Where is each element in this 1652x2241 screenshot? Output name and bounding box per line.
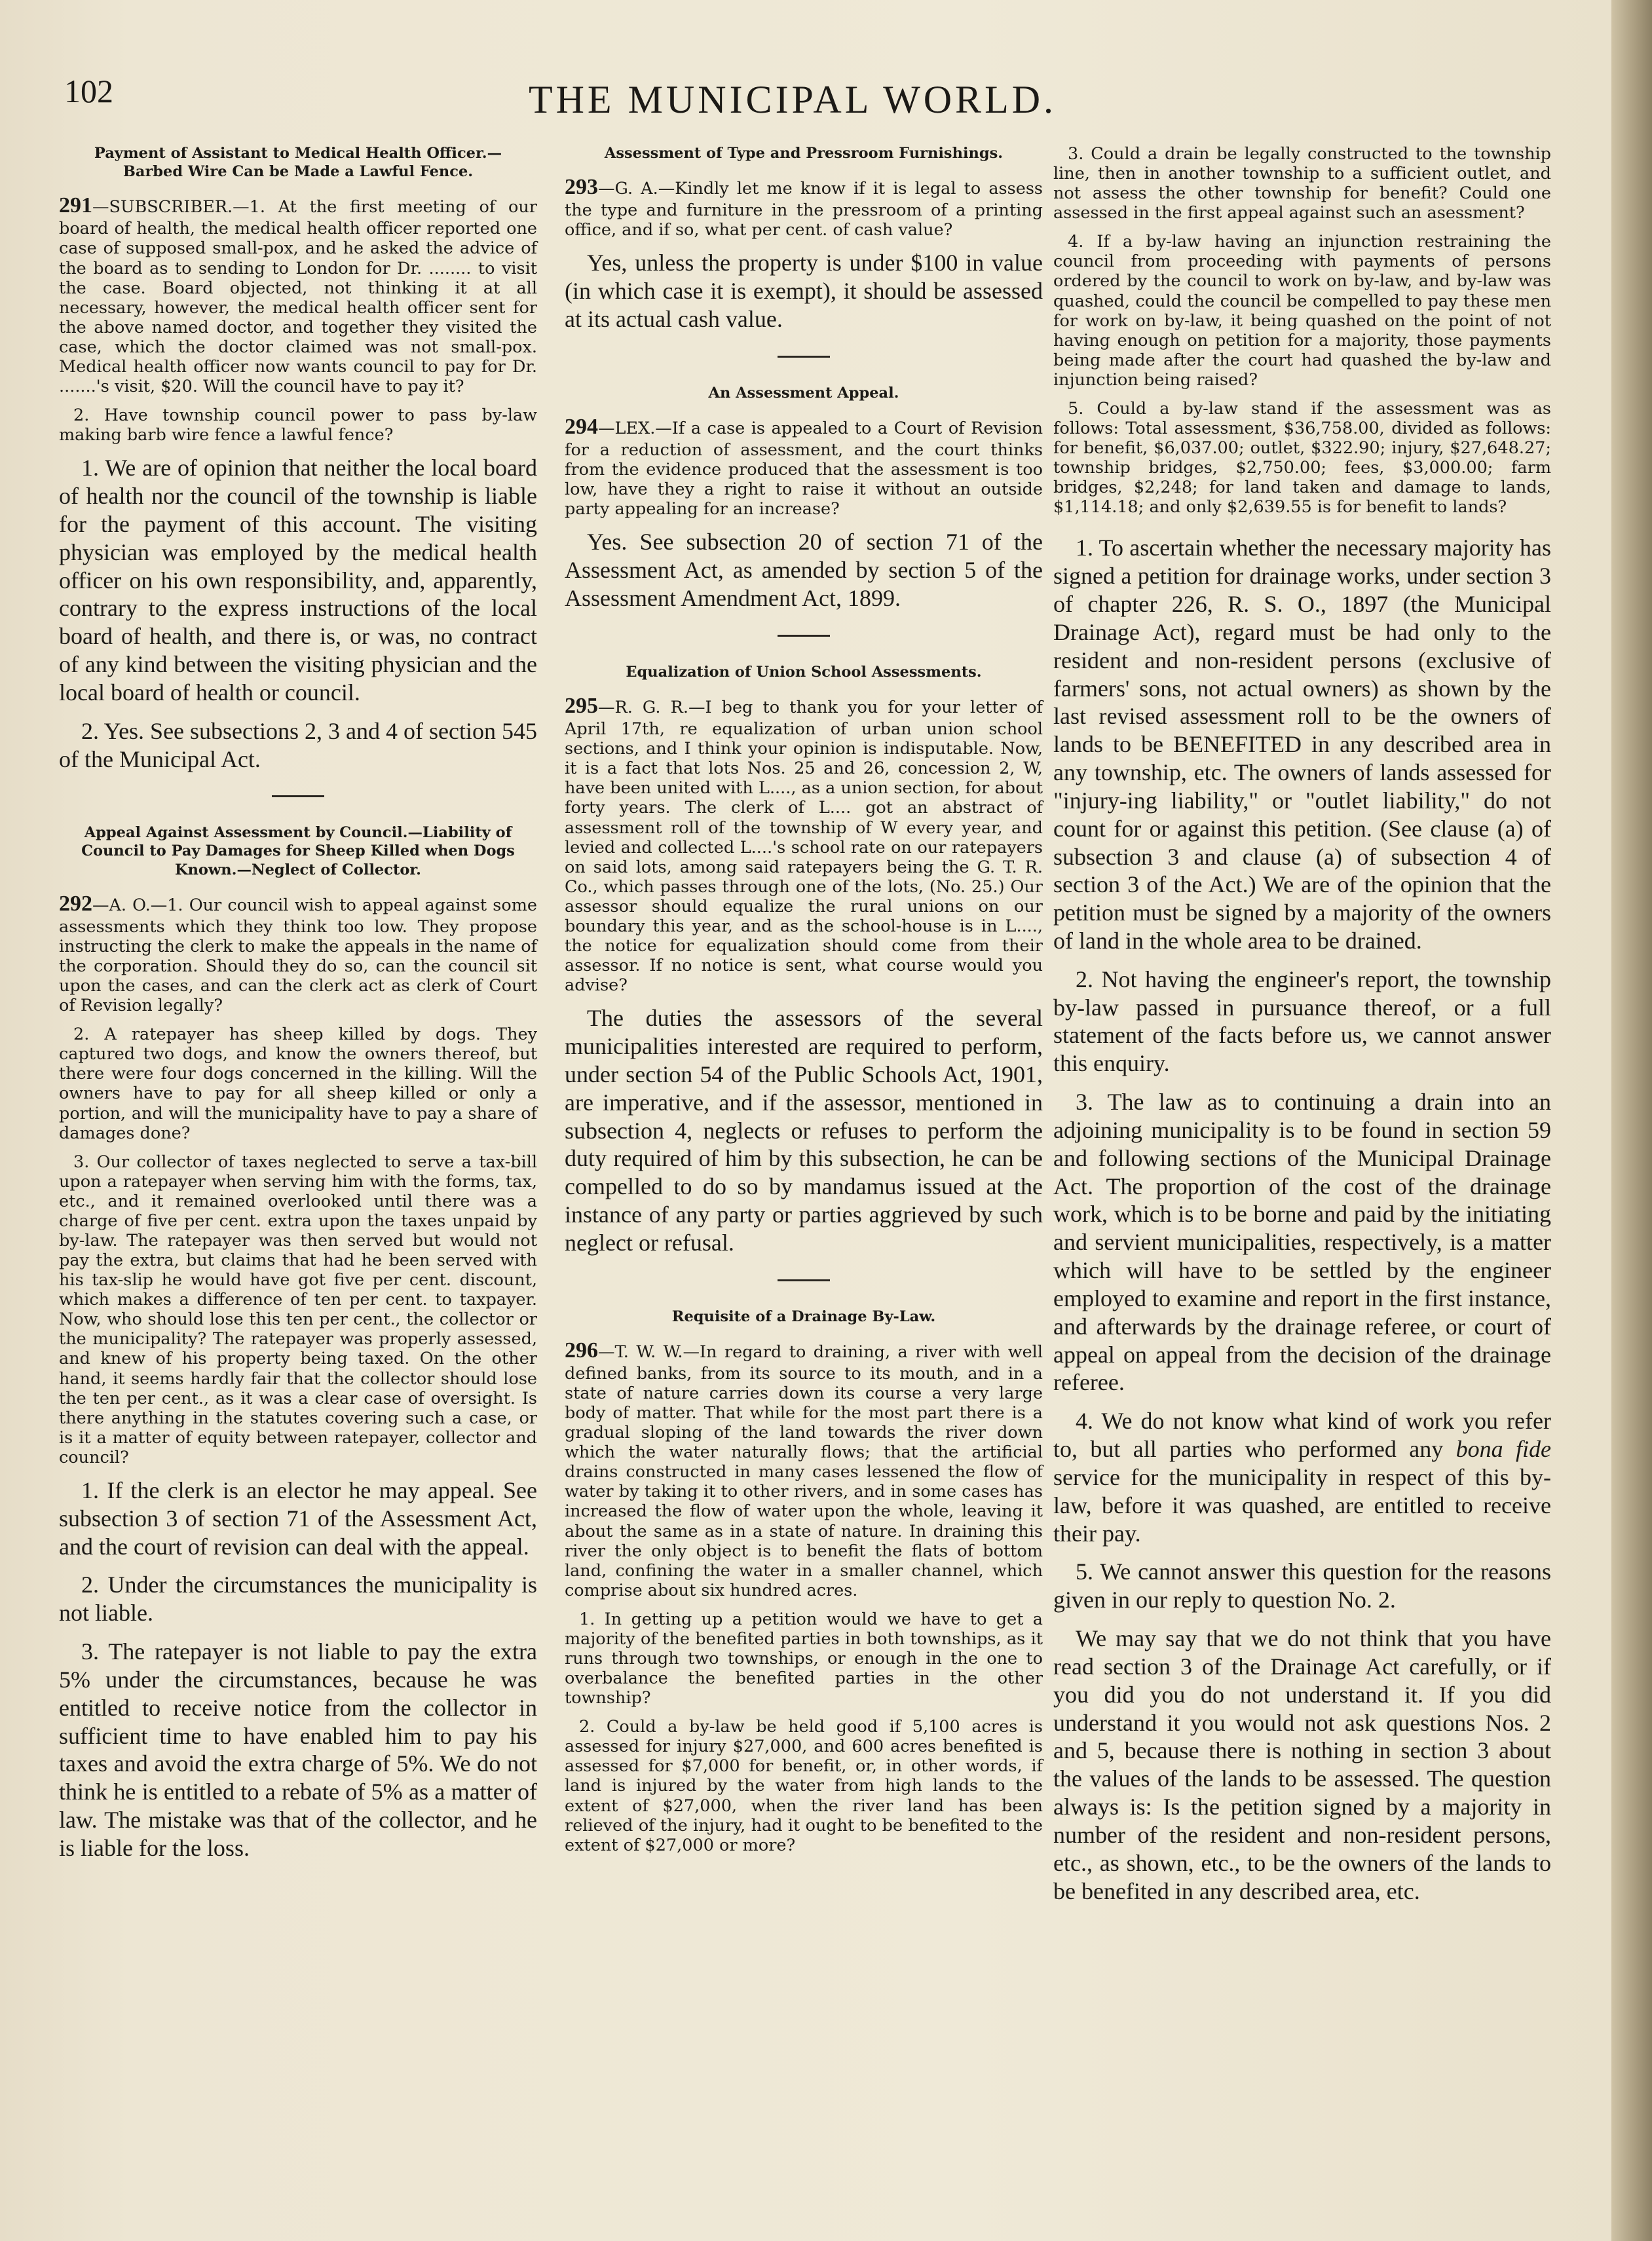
- answer-296-3: 3. The law as to continuing a drain into an adjoining municipality is to be found in section 59 and following sections of the Municipal Drainage Act. The proportion of the cost of the drainage work, which is to be borne and paid by the initiating and servient municipalities, respectively, is a matter which will have to be settled by the engineer employed to examine and report in the first instance, and afterwards by the drainage referee, or court of appeal on appeal from the decision of the drainage referee.: [1053, 1089, 1551, 1396]
- answer-295: The duties the assessors of the several municipalities interested are required to perform, under section 54 of the Public Schools Act, 1901, are imperative, and if the assessor, mentioned in subsection 4, neglects or refuses to perform the duty required of him by this subsection, he can be compelled to do so by mandamus issued at the instance of any party or parties aggrieved by such neglect or refusal.: [565, 1005, 1043, 1256]
- question-293: [565, 174, 1043, 240]
- question-text: —SUBSCRIBER.—1. At the first meeting of our board of health, the medical health officer reported one case of supposed small-pox, and he asked the advice of the board as to sending to London for Dr. ........ to visit the case. Board objected, not thinking it at all necessary, however, the medical health officer sent for the above named doctor, and together they visited the case, which the doctor claimed was not small-pox. Medical health officer now wants council to pay for Dr. .......'s visit, $20. Will the council have to pay it?: [59, 197, 537, 396]
- question-291-1: [59, 193, 537, 396]
- answer-296-5: 5. We cannot answer this question for the reasons given in our reply to question No. 2.: [1053, 1558, 1551, 1613]
- question-296-2: 2. Could a by-law be held good if 5,100 acres is assessed for injury $27,000, and 600 acres benefited is assessed for $7,000 for benefit, or, in other words, if land is injured by the water from high lands to the extent of $27,000, when the river land has been relieved of the injury, had it ought to be benefited to the extent of $27,000 or more?: [565, 1717, 1043, 1855]
- question-296: [565, 1338, 1043, 1600]
- question-296-1: 1. In getting up a petition would we have to get a majority of the benefited parties in both townships, as it runs through two townships, or enough in the one to overbalance the benefited parties in the other township?: [565, 1609, 1043, 1708]
- column-left: [59, 144, 537, 1873]
- query-number-294: 294: [565, 415, 598, 439]
- answer-296-4: [1053, 1407, 1551, 1547]
- query-number-293: 293: [565, 175, 598, 200]
- heading-292: Appeal Against Assessment by Council.—Liability of Council to Pay Damages for Sheep Killed when Dogs Known.—Neglect of Collector.: [81, 824, 515, 878]
- question-text: —G. A.—Kindly let me know if it is legal to assess the type and furniture in the pressroom of a printing office, and if so, what per cent. of cash value?: [565, 179, 1043, 240]
- answer-291-2: 2. Yes. See subsections 2, 3 and 4 of section 545 of the Municipal Act.: [59, 717, 537, 772]
- query-number-296: 296: [565, 1338, 598, 1363]
- page-binding-edge: [1611, 0, 1652, 2241]
- question-296-5: 5. Could a by-law stand if the assessment was as follows: Total assessment, $36,758.00, divided as follows: for benefit, $6,037.00; outlet, $322.90; injury, $27,648.27; township bridges, $2,750.00; fees, $3,000.00; farm bridges, $2,248; for land taken and damage to lands, $1,114.18; and only $2,639.55 is for benefit to lands?: [1053, 398, 1551, 518]
- answer-293: Yes, unless the property is under $100 in value (in which case it is exempt), it should be assessed at its actual cash value.: [565, 250, 1043, 333]
- masthead-title: THE MUNICIPAL WORLD.: [528, 78, 1057, 121]
- page-number: 102: [64, 73, 113, 109]
- question-292-2: 2. A ratepayer has sheep killed by dogs. They captured two dogs, and know the owners thereof, but there were four dogs concerned in the killing. Will the owners have to pay for all sheep killed or only a portion, and will the municipality have to pay a share of damages done?: [59, 1025, 537, 1143]
- question-296-4: 4. If a by-law having an injunction restraining the council from proceeding with payments of persons ordered by the council to work on by-law, and by-law was quashed, could the council be compelled to pay these men for work on by-law, it being quashed on the point of not having enough on petition for a majority, those payments being made after the court had quashed the by-law and injunction being raised?: [1053, 232, 1551, 390]
- query-number-295: 295: [565, 694, 598, 719]
- question-292-3: 3. Our collector of taxes neglected to serve a tax-bill upon a ratepayer when serving him with the forms, tax, etc., and it remained overlooked until there was a charge of five per cent. extra upon the taxes unpaid by by-law. The ratepayer was then served but would not pay the extra, but claims that had he been served with his tax-slip he would have got five per cent. discount, which makes a difference of ten per cent. to taxpayer. Now, who should lose this ten per cent., the collector or the municipality? The ratepayer was properly assessed, and knew of his property being taxed. On the other hand, it seems hardly fair that the collector should lose the ten per cent., as it was a clear case of oversight. Is there anything in the statutes covering such a case, or is it a matter of equity between ratepayer, collector and council?: [59, 1152, 537, 1467]
- question-text: —R. G. R.—I beg to thank you for your letter of April 17th, re equalization of urban union school sections, and I think your opinion is indisputable. Now, it is a fact that lots Nos. 25 and 26, concession 2, W, have been united with L...., as a union section, for about forty years. The clerk of L.... got an abstract of assessment roll of the township of W every year, and levied and collected L....'s school rate on our ratepayers on said lots, among said ratepayers being the G. T. R. Co., which passes through one of the lots, (No. 25.) Our assessor should equalize the rural unions on our boundary this year, and as the school-house is in L...., the notice for equalization should come from their assessor. If no notice is sent, what course would you advise?: [565, 698, 1043, 996]
- answer-292-2: 2. Under the circumstances the municipality is not liable.: [59, 1572, 537, 1627]
- heading-294: An Assessment Appeal.: [708, 384, 899, 402]
- answer-296-2: 2. Not having the engineer's report, the township by-law passed in pursuance thereof, or a full statement of the facts before us, we cannot answer this enquiry.: [1053, 966, 1551, 1077]
- query-number-292: 292: [59, 891, 92, 916]
- question-294: [565, 414, 1043, 519]
- question-text: —LEX.—If a case is appealed to a Court of Revision for a reduction of assessment, and the court thinks from the evidence produced that the assessment is too low, have they a right to raise it without an outside party appealing for an increase?: [565, 419, 1043, 519]
- answer-text: 4. We do not know what kind of work you refer to, but all parties who performed any: [1053, 1408, 1551, 1463]
- column-middle: [565, 144, 1043, 1864]
- question-292-1: [59, 891, 537, 1016]
- question-295: [565, 693, 1043, 995]
- section-divider: [778, 1279, 830, 1281]
- answer-text: service for the municipality in respect of this by-law, before it was quashed, are entitled to receive their pay.: [1053, 1463, 1551, 1547]
- answer-296-1: 1. To ascertain whether the necessary majority has signed a petition for drainage works, under section 3 of chapter 226, R. S. O., 1897 (the Municipal Drainage Act), regard must be had only to the resident and non-resident persons (exclusive of farmers' sons, not actual owners) as shown by the last revised assessment roll to be the owners of lands to be BENEFITED in any described area in any township, etc. The owners of lands assessed for "injury-ing liability," or "outlet liability," do not count for or against this petition. (See clause (a) of subsection 3 and clause (a) of subsection 4 of section 3 of the Act.) We are of the opinion that the petition must be signed by a majority of the owners of land in the whole area to be drained.: [1053, 535, 1551, 954]
- section-divider: [778, 635, 830, 637]
- answer-292-3: 3. The ratepayer is not liable to pay the extra 5% under the circumstances, because he was entitled to receive notice from the collector in sufficient time to have enabled him to pay his taxes and avoid the extra charge of 5%. We do not think he is entitled to a rebate of 5% as a matter of law. The mistake was that of the collector, and he is liable for the loss.: [59, 1638, 537, 1861]
- answer-296-6: We may say that we do not think that you have read section 3 of the Drainage Act carefully, or if you did you do not understand it. If you did understand it you would not ask questions Nos. 2 and 5, because there is nothing in section 3 about the values of the lands to be assessed. The question always is: Is the petition signed by a majority in number of the resident and non-resident persons, etc., as shown, etc., to be the owners of the lands to be benefited in any described area, etc.: [1053, 1625, 1551, 1904]
- heading-293: Assessment of Type and Pressroom Furnishings.: [604, 145, 1004, 162]
- column-right: [1053, 144, 1551, 1915]
- question-291-2: 2. Have township council power to pass by-law making barb wire fence a lawful fence?: [59, 405, 537, 445]
- answer-294: Yes. See subsection 20 of section 71 of the Assessment Act, as amended by section 5 of the Assessment Amendment Act, 1899.: [565, 529, 1043, 612]
- query-number-291: 291: [59, 193, 92, 218]
- heading-296: Requisite of a Drainage By-Law.: [671, 1308, 936, 1325]
- question-text: —T. W. W.—In regard to draining, a river with well defined banks, from its source to its mouth, and in a state of nature carries down its course a very large body of matter. That while for the most part there is a gradual sloping of the land towards the river down which the water naturally flows; that the artificial drains constructed in many cases lessened the flow of water by taking it to other rivers, and in some cases has increased the flow of water upon the whole, leaving it about the same as in a state of nature. In draining this river the only object is to benefit the flats of bottom land, confining the water in a smaller channel, which comprise about six hundred acres.: [565, 1342, 1043, 1600]
- answer-292-1: 1. If the clerk is an elector he may appeal. See subsection 3 of section 71 of the Assessment Act, and the court of revision can deal with the appeal.: [59, 1477, 537, 1560]
- question-text: —A. O.—1. Our council wish to appeal against some assessments which they think too low. They propose instructing the clerk to make the appeals in the name of the corporation. Should they do so, can the council sit upon the cases, and can the clerk act as clerk of Court of Revision legally?: [59, 895, 537, 1016]
- answer-291-1: 1. We are of opinion that neither the local board of health nor the council of the township is liable for the payment of this account. The visiting physician was employed by the medical health officer on his own responsibility, and, apparently, contrary to the express instructions of the local board of health, and there is, or was, no contract of any kind between the visiting physician and the local board of health or council.: [59, 455, 537, 706]
- heading-291: Payment of Assistant to Medical Health Officer.—Barbed Wire Can be Made a Lawful Fence.: [94, 145, 502, 181]
- italic-phrase: bona fide: [1455, 1436, 1551, 1463]
- question-296-3: 3. Could a drain be legally constructed to the township line, then in another township to a sufficient outlet, and not assess the other township for benefit? Could one assessed in the first appeal against such an asessment?: [1053, 144, 1551, 223]
- section-divider: [778, 356, 830, 358]
- section-divider: [272, 795, 324, 797]
- heading-295: Equalization of Union School Assessments.: [626, 663, 982, 681]
